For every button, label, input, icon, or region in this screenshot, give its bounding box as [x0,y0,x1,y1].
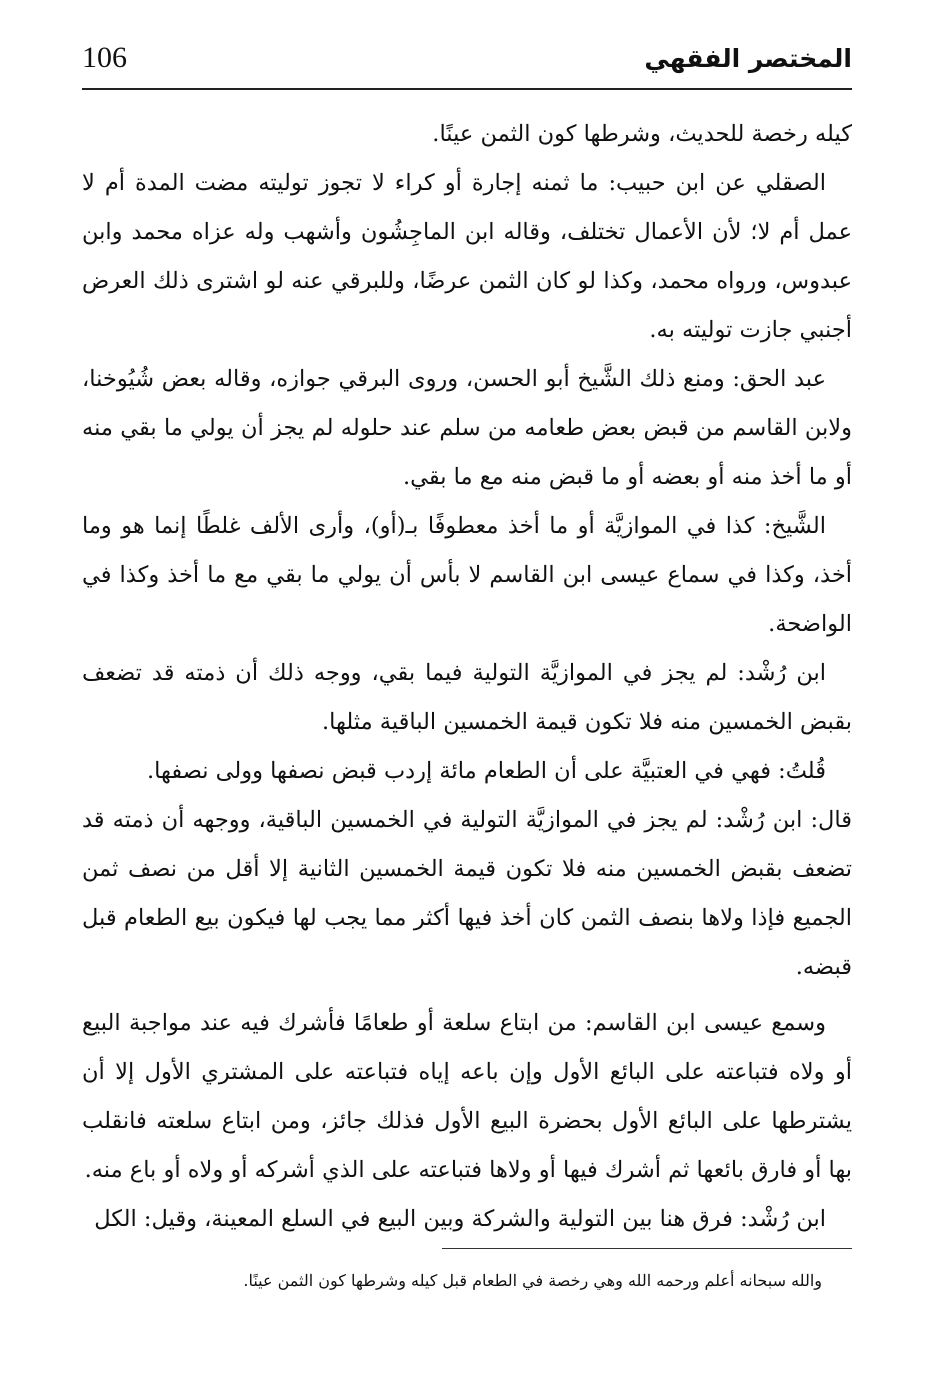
paragraph-5: ابن رُشْد: لم يجز في الموازيَّة التولية فيما بقي، ووجه ذلك أن ذمته قد تضعف بقبض الخمسين منه فلا تكون قيمة الخمسين الباقية مثلها. [82,660,852,735]
paragraph-2: الصقلي عن ابن حبيب: ما ثمنه إجارة أو كراء لا تجوز توليته مضت المدة أم لا عمل أم لا؛ لأن الأعمال تختلف، وقاله ابن الماجِشُون وأشهب وله عزاه محمد وابن عبدوس، ورواه محمد، وكذا لو كان الثمن عرضًا، وللبرقي عنه لو اشترى ذلك العرض أجنبي جازت توليته به. [82,170,852,343]
paragraph-9: ابن رُشْد: فرق هنا بين التولية والشركة وبين البيع في السلع المعينة، وقيل: الكل [94,1206,826,1232]
page-header [82,38,852,82]
footnote: والله سبحانه أعلم ورحمه الله وهي رخصة في الطعام قبل كيله وشرطها كون الثمن عينًا. [243,1271,822,1290]
page-body [82,110,852,1244]
paragraph-1: كيله رخصة للحديث، وشرطها كون الثمن عينًا. [432,121,852,147]
paragraph-6: قُلتُ: فهي في العتبيَّة على أن الطعام مائة إردب قبض نصفها وولى نصفها. [146,758,826,784]
header-divider [82,88,852,90]
paragraph-7: قال: ابن رُشْد: لم يجز في الموازيَّة التولية في الخمسين الباقية، ووجهه أن ذمته قد تضعف بقبض الخمسين منه فلا تكون قيمة الخمسين الثانية إلا أقل من نصف ثمن الجميع فإذا ولاها بنصف الثمن كان أخذ فيها أكثر مما يجب لها فيكون بيع الطعام قبل قبضه. [82,807,852,980]
paragraph-4: الشَّيخ: كذا في الموازيَّة أو ما أخذ معطوفًا بـ(أو)، وأرى الألف غلطًا إنما هو وما أخذ، وكذا في سماع عيسى ابن القاسم لا بأس أن يولي ما بقي مع ما أخذ وكذا في الواضحة. [82,513,852,637]
page-number: 106 [82,41,127,74]
book-title: المختصر الفقهي [644,44,852,73]
footnote-divider [442,1248,852,1249]
paragraph-3: عبد الحق: ومنع ذلك الشَّيخ أبو الحسن، وروى البرقي جوازه، وقاله بعض شُيُوخنا، ولابن القاسم من قبض بعض طعامه من سلم عند حلوله لم يجز أن يولي ما بقي منه أو ما أخذ منه أو بعضه أو ما قبض منه مع ما بقي. [82,366,852,490]
paragraph-8: وسمع عيسى ابن القاسم: من ابتاع سلعة أو طعامًا فأشرك فيه عند مواجبة البيع أو ولاه فتباعته على البائع الأول وإن باعه إياه فتباعته على المشتري الأول إلا أن يشترطها على البائع الأول بحضرة البيع الأول فذلك جائز، ومن ابتاع سلعته فانقلب بها أو فارق بائعها ثم أشرك فيها أو ولاها فتباعته على الذي أشركه أو ولاه أو باع منه. [82,1010,852,1183]
